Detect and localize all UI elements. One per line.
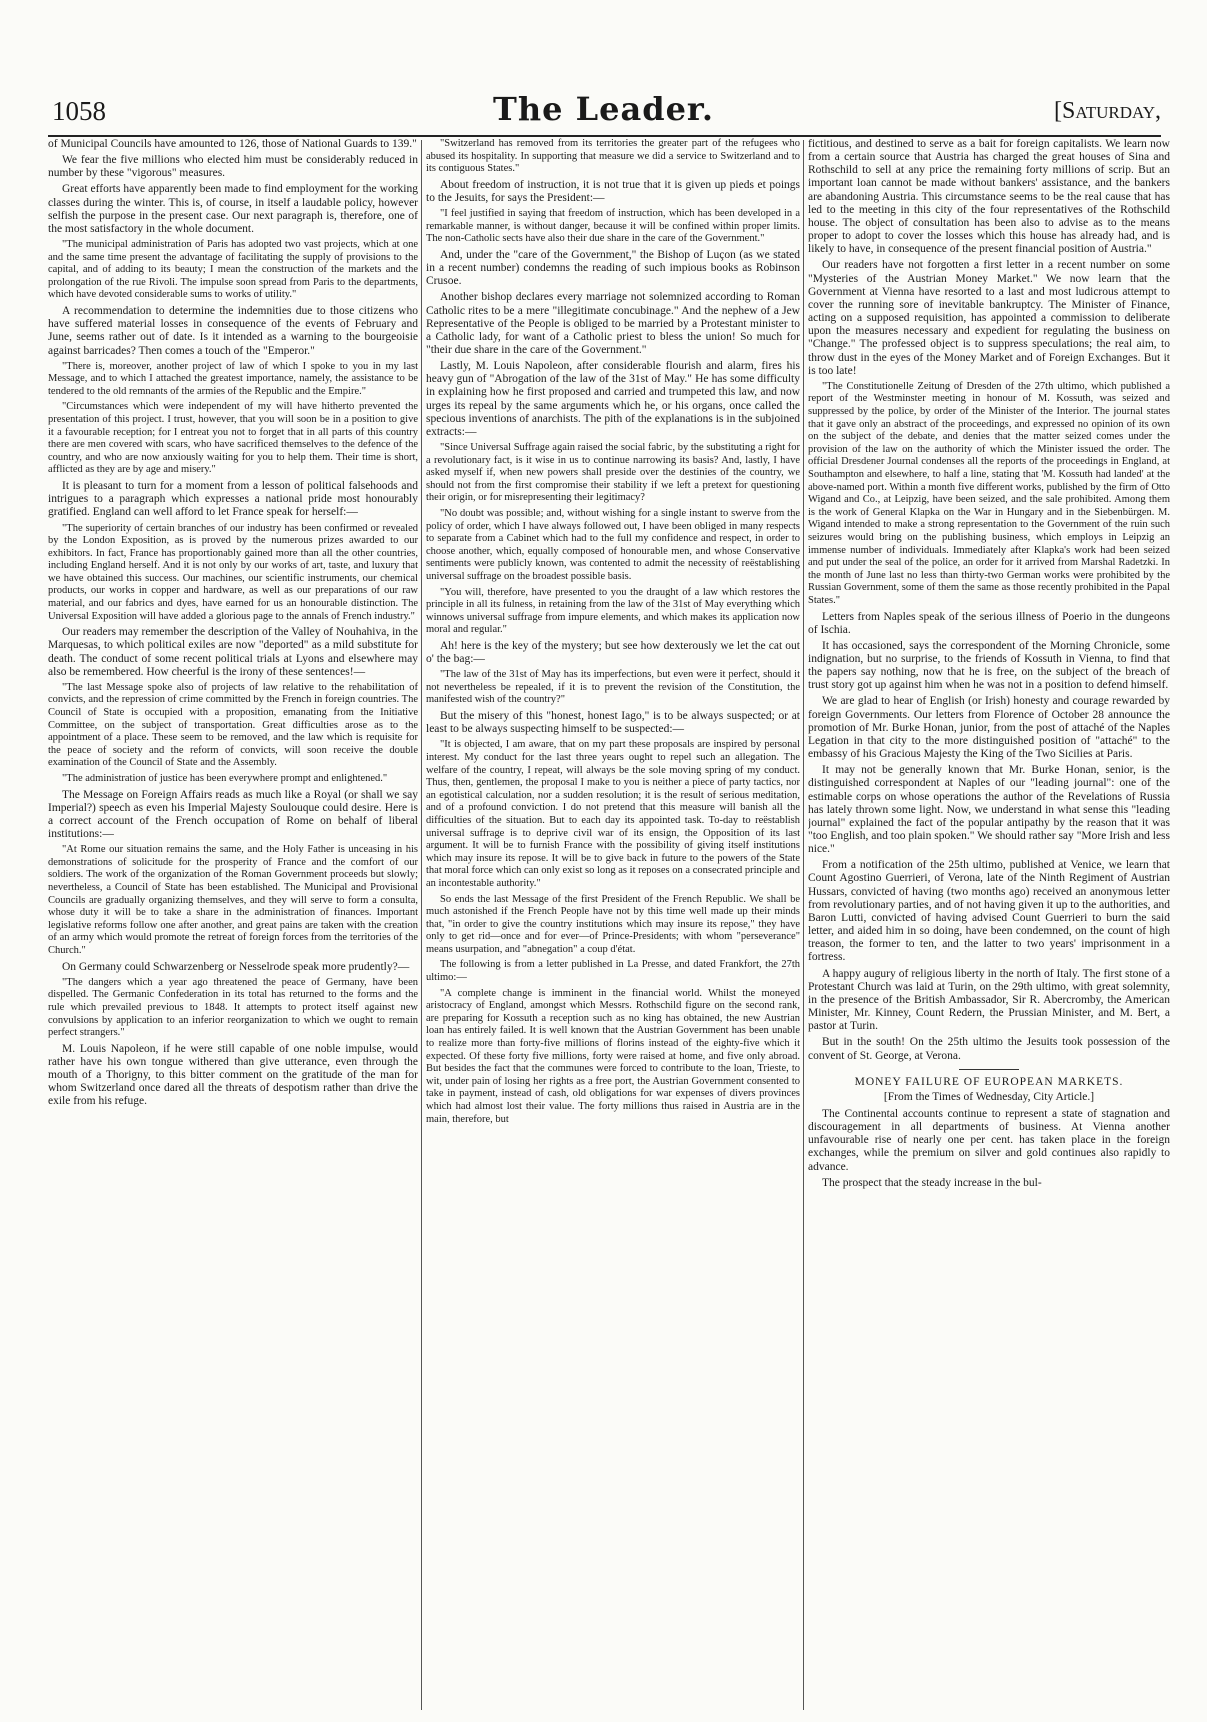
article-paragraph: "There is, moreover, another project of law of which I spoke to you in my last Message, and to which I attached the greatest importance, namely, the assistance to be tendered to the old remnants of the armies of the Republic and the Empire." <box>48 360 418 397</box>
article-paragraph: We fear the five millions who elected him must be considerably reduced in number by these "vigorous" measures. <box>48 154 418 180</box>
article-paragraph: "The law of the 31st of May has its imperfections, but even were it perfect, should it not nevertheless be repealed, if it is to prevent the revision of the Constitution, the manifested wish of the country?" <box>426 669 800 706</box>
article-paragraph: But the misery of this "honest, honest Iago," is to be always suspected; or at least to be always suspecting himself to be suspected:— <box>426 710 800 736</box>
article-paragraph: "A complete change is imminent in the financial world. Whilst the moneyed aristocracy of England, amongst which Messrs. Rothschild figure on the second rank, are preparing for Kossuth a reception such as no king has obtained, the new Austrian loan has entirely failed. It is well known that the Austrian Government has been unable to realize more than forty-five millions of florins instead of the eighty-five which it expected. Of these forty five millions, forty were raised at home, and five only abroad. But besides the fact that the communes were forced to contribute to the loan, Trieste, to wit, under pain of losing her rights as a free port, the Austrian Government consented to take in payment, instead of cash, old obligations for war expenses of divers provinces which had almost lost their value. The forty millions thus raised in Austria are in the main, therefore, but <box>426 987 800 1125</box>
article-paragraph: "It is objected, I am aware, that on my part these proposals are inspired by personal interest. My conduct for the last three years ought to repel such an allegation. The welfare of the country, I repeat, will always be the sole moving spring of my conduct. Thus, then, gentlemen, the proposal I make to you is neither a piece of party tactics, nor an egotistical calculation, nor a sudden resolution; it is the result of serious meditation, and of a profound conviction. I do not pretend that this measure will banish all the difficulties of the situation. But to each day its appointed task. To-day to reëstablish universal suffrage is to deprive civil war of its ensign, the Opposition of its last argument. It will be to furnish France with the possibility of giving itself institutions which may insure its repose. It will be to give back in future to the powers of the State that moral force which can only exist so long as it reposes on a consecrated principle and an incontestable authority." <box>426 739 800 889</box>
article-paragraph: The following is from a letter published in La Presse, and dated Frankfort, the 27th ultimo:— <box>426 959 800 984</box>
article-paragraph: And, under the "care of the Government," the Bishop of Luçon (as we stated in a recent number) condemns the reading of such impious books as Robinson Crusoe. <box>426 248 800 288</box>
article-paragraph: It may not be generally known that Mr. Burke Honan, senior, is the distinguished correspondent at Naples of our "leading journal": one of the estimable corps on whose operations the author of the Revelations of Russia has lately thrown some light. Now, we understand in what sense this "leading journal" explained the fact of the popular antipathy by the reason that it was "too English, and too plain spoken." We should rather say "More Irish and less nice." <box>808 764 1170 856</box>
article-paragraph: "At Rome our situation remains the same, and the Holy Father is unceasing in his demonstrations of solicitude for the prosperity of France and the comfort of our soldiers. The work of the organization of the Roman Government proceeds but slowly; nevertheless, a Council of State has been established. The Municipal and Provisional Councils are gradually organizing themselves, and they will serve to form a consulta, whose duty it will be to take a share in the administration of finances. Important legislative reforms follow one after another, and great pains are taken with the creation of an army which would promote the retreat of foreign forces from the territories of the Church." <box>48 844 418 956</box>
section-source: [From the Times of Wednesday, City Article.] <box>883 1090 1095 1103</box>
column-3 <box>808 138 1170 1710</box>
article-paragraph: Our readers have not forgotten a first letter in a recent number on some "Mysteries of the Austrian Money Market." We now learn that the Government at Vienna have resorted to a last and most ludicrous attempt to cover the running sore of inevitable bankruptcy. The Minister of Finance, acting on a supposed requisition, has appointed a commission to deliberate upon the measures necessary and expedient for regulating the business on "Change." The professed object is to suppress speculations; the real aim, to throw dust in the eyes of the Money Market and of Foreign Exchanges. But it is too late! <box>808 259 1170 377</box>
article-paragraph: "No doubt was possible; and, without wishing for a single instant to swerve from the policy of order, which I have always followed out, I have been obliged in many respects to separate from a Cabinet which had to the full my confidence and respect, in order to choose another, which, equally composed of honourable men, and whose Conservative sentiments were publicly known, was contented to admit the necessity of reëstablishing universal suffrage on the broadest possible basis. <box>426 508 800 582</box>
column-1 <box>48 138 418 1710</box>
article-paragraph: "The municipal administration of Paris has adopted two vast projects, which at one and the same time present the advantage of facilitating the supply of provisions to the capital, and of adding to its beauty; I mean the construction of the markets and the prolongation of the rue Rivoli. The impulse soon spread from Paris to the departments, which have devoted considerable sums to works of utility." <box>48 239 418 301</box>
column-divider <box>803 140 804 1710</box>
article-paragraph: Our readers may remember the description of the Valley of Nouhahiva, in the Marquesas, to which political exiles are now "deported" as a mild substitute for death. The conduct of some recent political trials at Lyons and elsewhere may also be remembered. How cheerful is the irony of these sentences!— <box>48 626 418 678</box>
article-paragraph: We are glad to hear of English (or Irish) honesty and courage rewarded by foreign Governments. Our letters from Florence of October 28 announce the promotion of Mr. Burke Honan, junior, from the post of attaché of the Naples Legation in that city to the more distinguished position of "attaché" to the embassy of his Gracious Majesty the King of the Two Sicilies at Paris. <box>808 695 1170 761</box>
article-paragraph: Lastly, M. Louis Napoleon, after considerable flourish and alarm, fires his heavy gun of "Abrogation of the law of the 31st of May." He has some difficulty in explaining how he first proposed and carried and trumpeted this law, and now urges its repeal by the same arguments which he, or his organs, once called the specious inventions of anarchists. The pith of the explanations is in the subjoined extracts:— <box>426 360 800 438</box>
article-paragraph: About freedom of instruction, it is not true that it is given up pieds et poings to the Jesuits, for says the President:— <box>426 178 800 204</box>
article-paragraph: "I feel justified in saying that freedom of instruction, which has been developed in a remarkable manner, is without danger, because it will be confined within proper limits. The non-Catholic sects have also their due share in the care of the Government." <box>426 208 800 245</box>
article-paragraph: of Municipal Councils have amounted to 126, those of National Guards to 139." <box>48 138 417 150</box>
article-paragraph: The Continental accounts continue to represent a state of stagnation and discouragement in all departments of business. At Vienna another unfavourable rise of nearly one per cent. has taken place in the foreign exchanges, while the premium on silver and gold continues also rapidly to advance. <box>808 1107 1170 1173</box>
article-paragraph: "You will, therefore, have presented to you the draught of a law which restores the principle in all its fulness, in retaining from the law of the 31st of May everything which winnows universal suffrage from impure elements, and which makes its application now moral and regular." <box>426 586 800 636</box>
article-paragraph: A recommendation to determine the indemnities due to those citizens who have suffered material losses in consequence of the events of February and June, seems rather out of date. Is it intended as a warning to the bourgeoisie against barricades? Then comes a touch of the "Emperor." <box>48 305 418 357</box>
column-2 <box>426 138 800 1710</box>
article-paragraph: So ends the last Message of the first President of the French Republic. We shall be much astonished if the French People have not by this time well made up their minds that, "in order to give the country institutions which may insure its repose," they have only to get rid—once and for ever—of Prince-Presidents; with whom "perseverance" means usurpation, and "abnegation" a coup d'état. <box>426 893 800 955</box>
article-paragraph: Letters from Naples speak of the serious illness of Poerio in the dungeons of Ischia. <box>808 610 1170 636</box>
article-paragraph: It is pleasant to turn for a moment from a lesson of political falsehoods and intrigues to a paragraph which expresses a national pride most honourably gratified. England can well afford to let France speak for herself:— <box>48 480 418 519</box>
column-3-body <box>808 138 1170 1063</box>
article-paragraph: Another bishop declares every marriage not solemnized according to Roman Catholic rites to be a mere "illegitimate concubinage." And the nephew of a Jew Representative of the People is obliged to be married by a Protestant minister to a Catholic lady, for want of a Catholic priest to bless the union! So much for "their due share in the care of the Government." <box>426 291 800 356</box>
article-paragraph: From a notification of the 25th ultimo, published at Venice, we learn that Count Agostino Guerrieri, of Verona, late of the Ninth Regiment of Austrian Hussars, convicted of having (two months ago) received an anonymous letter from revolutionary parties, and of not having given it up to the authorities, and Baron Lutti, convicted of having advised Count Guerrieri to burn the said letter, and aided him in so doing, have been condemned, on the count of high treason, the former to ten, and the latter to two years' imprisonment in a fortress. <box>808 859 1170 964</box>
page-number: 1058 <box>52 96 106 126</box>
article-paragraph: M. Louis Napoleon, if he were still capable of one noble impulse, would rather have his own tongue withered than give utterance, even through the mouth of a Thorigny, to this bitter comment on the gratitude of the man for whom Switzerland once dared all the threats of despotism rather than drive the exile from his refuge. <box>48 1042 418 1108</box>
section-body <box>808 1108 1170 1190</box>
article-paragraph: "The dangers which a year ago threatened the peace of Germany, have been dispelled. The Germanic Confederation in its total has returned to the forms and the rule which prevailed previous to 1848. It attempts to protect itself against new convulsions by application to an inferior reorganization to which we ought to remain perfect strangers." <box>48 976 418 1039</box>
section-heading: MONEY FAILURE OF EUROPEAN MARKETS. <box>854 1075 1124 1088</box>
article-paragraph: A happy augury of religious liberty in the north of Italy. The first stone of a Protestant Church was laid at Turin, on the 29th ultimo, with great solemnity, in the presence of the British Ambassador, Sir R. Abercromby, the American Minister, Mr. Kinney, Count Redern, the Prussian Minister, and M. Bert, a pastor at Turin. <box>808 967 1170 1033</box>
article-paragraph: "The Constitutionelle Zeitung of Dresden of the 27th ultimo, which published a report of the Westminster meeting in honour of M. Kossuth, was seized and suppressed by the police, by order of the Minister of the Interior. The journal states that it gave only an abstract of the proceedings, and expressed no opinion of its own on the subject of the debate, and denies that the matter seized comes under the provision of the law on the authority of which the Minister issued the order. The official Dresdener Journal condenses all the reports of the proceedings in England, at Southampton and elsewhere, to half a line, stating that 'M. Kossuth had landed' at the above-named port. Within a month five different works, published by the firm of Otto Wigand and Co., at Leipzig, have been seized, and the sale prohibited. Among them is the work of General Klapka on the War in Hungary and in the Siebenbürgen. M. Wigand intended to make a strong representation to the Government of the ruin such seizures would bring on the publishing business, which employs in Leipzig an immense number of individuals. Immediately after Klapka's work had been seized and put under the seal of the police, an order for it arrived from Marshal Radetzki. In the month of June last no less than thirty-two German works were prohibited by the Russian Government, some of them the same as those recently prohibited in the Papal States." <box>808 380 1170 606</box>
article-paragraph: "The superiority of certain branches of our industry has been confirmed or revealed by the London Exposition, as is proved by the numerous prizes awarded to our exhibitors. In fact, France has proportionably gained more than all the other countries, including England herself. And it is not only by our works of art, taste, and luxury that we have obtained this success. Our machines, our scientific instruments, our chemical products, our works in copper and hardware, as well as our preparations of our raw material, and our fabrics and dyes, have earned for us an honourable distinction. The Universal Exposition will have added a glorious page to the annals of French industry." <box>48 522 418 622</box>
masthead <box>40 92 1167 134</box>
article-paragraph: "Switzerland has removed from its territories the greater part of the refugees who abused its hospitality. In supporting that measure we did a service to Switzerland and to its contiguous States." <box>426 138 800 175</box>
article-paragraph: "Since Universal Suffrage again raised the social fabric, by the substituting a right for a revolutionary fact, is it wise in us to continue narrowing its basis? And, lastly, I have asked myself if, when new powers shall preside over the destinies of the country, we should not from the first compromise their stability if we left a pretext for questioning their origin, or for misrepresenting their legitimacy? <box>426 442 800 504</box>
article-paragraph: On Germany could Schwarzenberg or Nesselrode speak more prudently?— <box>62 960 410 973</box>
article-paragraph: The Message on Foreign Affairs reads as much like a Royal (or shall we say Imperial?) speech as even his Imperial Majesty Soulouque could desire. Here is a correct account of the French occupation of Rome on behalf of liberal institutions:— <box>48 788 418 841</box>
article-paragraph: Ah! here is the key of the mystery; but see how dexterously we let the cat out o' the bag:— <box>426 639 800 666</box>
article-paragraph: It has occasioned, says the correspondent of the Morning Chronicle, some indignation, but no surprise, to the friends of Kossuth in Vienna, to find that the papers say nothing, now that he is free, on the subject of the breach of trust story got up against him when he was not in a position to defend himself. <box>808 639 1170 692</box>
section-rule <box>959 1069 1019 1070</box>
article-paragraph: "The administration of justice has been everywhere prompt and enlightened." <box>62 773 388 785</box>
newspaper-title: The Leader. <box>493 90 714 128</box>
article-paragraph: "Circumstances which were independent of my will have hitherto prevented the presentation of this project. I trust, however, that you will soon be in a position to give it a favourable reception; for I entreat you not to forget that in all parts of this country there are men covered with scars, who have sacrificed themselves to the defence of the country, and who are now anxiously waiting for you to help them. Their time is short, afflicted as they are by age and misery." <box>48 401 418 476</box>
issue-day: [Saturday, <box>1053 98 1161 124</box>
column-divider <box>421 140 422 1710</box>
article-paragraph: Great efforts have apparently been made to find employment for the working classes during the winter. This is, of course, in itself a laudable policy, however selfish the purpose in the present case. Our next paragraph is, therefore, one of the most satisfactory in the whole document. <box>48 183 418 235</box>
article-paragraph: But in the south! On the 25th ultimo the Jesuits took possession of the convent of St. George, at Verona. <box>808 1036 1170 1062</box>
masthead-rule <box>48 135 1161 137</box>
article-paragraph: The prospect that the steady increase in the bul- <box>822 1176 1042 1189</box>
article-paragraph: fictitious, and destined to serve as a bait for foreign capitalists. We learn now from a certain source that Austria has charged the great houses of Sina and Rothschild to sell at any price the remaining forty millions of scrip. But an important loan cannot be made without bankers' assistance, and the bankers are abandoning Austria. This circumstance seems to be the real cause that has led to the meeting in this city of the four representatives of the Rothschild house. The object of consultation has been also to advise as to the means proper to adopt to cover the losses which this house has already had, and is likely to have, in consequence of the present financial position of Austria." <box>808 138 1170 256</box>
article-paragraph: "The last Message spoke also of projects of law relative to the rehabilitation of convicts, and the repression of crime committed by the French in foreign countries. The Council of State is occupied with a proposition, emanating from the Initiative Committee, on the subject of transportation. Great difficulties arose as to the appointment of a place. These seem to be removed, and the law which is requisite for the peace of society and the reform of convicts, will soon receive the double examination of the Council of State and the Assembly. <box>48 681 418 769</box>
